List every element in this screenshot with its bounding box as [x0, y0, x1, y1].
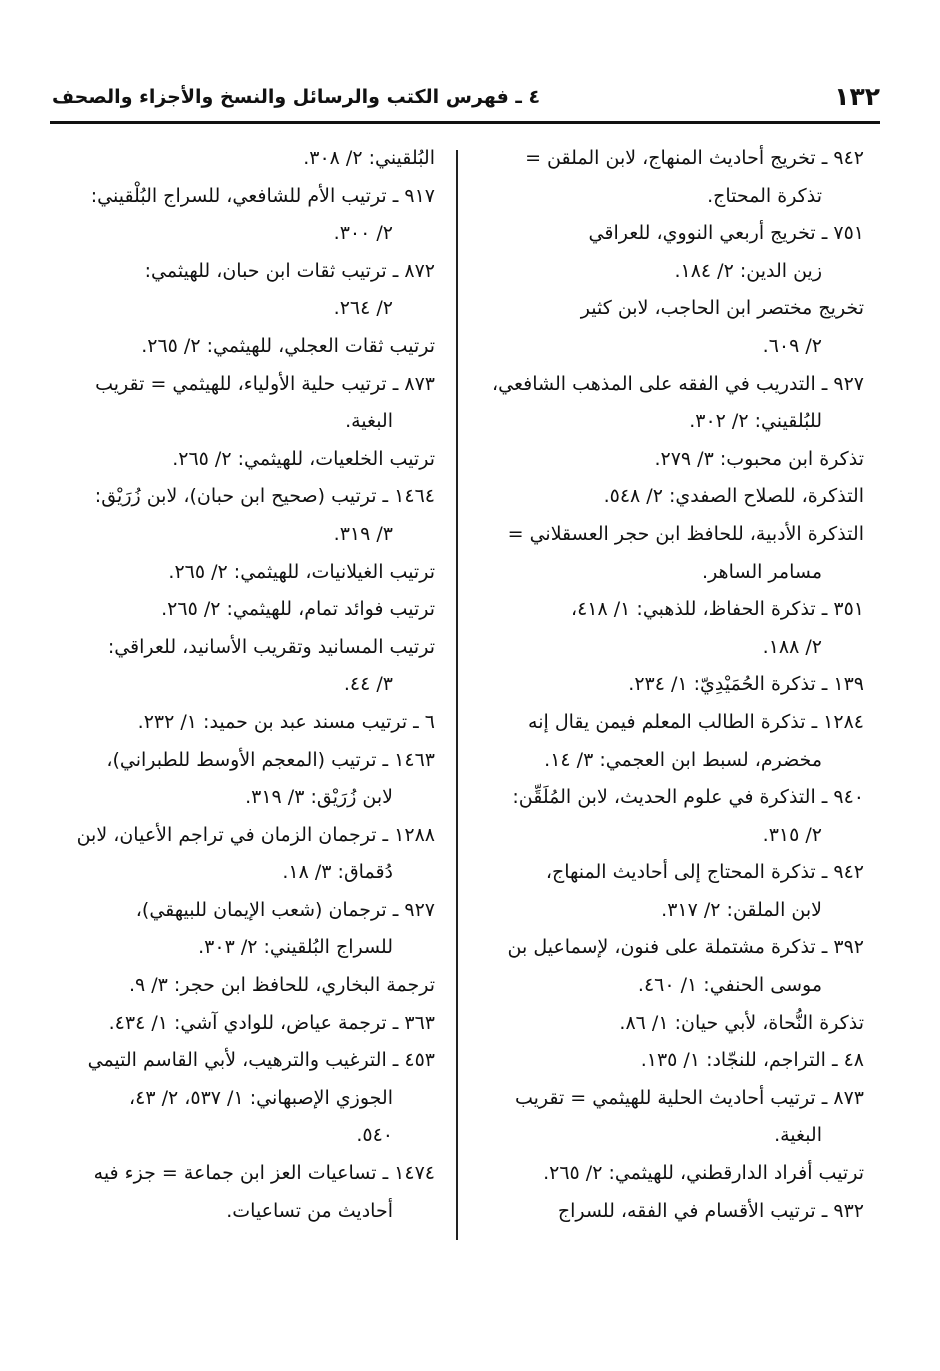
- entry-line: ١٣٩ ـ تذكرة الحُمَيْدِيّ: ١/ ٢٣٤.: [628, 673, 864, 696]
- entry-continuation-line: لابن زُرَيْق: ٣/ ٣١٩.: [245, 786, 393, 809]
- column-divider: [456, 150, 458, 1240]
- entry-continuation-line: ٢/ ١٨٨.: [762, 635, 822, 658]
- entry-line: تذكرة ابن محبوب: ٣/ ٢٧٩.: [654, 447, 864, 470]
- entry-line: ترتيب المسانيد وتقريب الأسانيد، للعراقي:: [107, 635, 435, 658]
- entry-line: ٨٧٣ ـ ترتيب أحاديث الحلية للهيثمي = تقريب: [514, 1086, 864, 1109]
- index-entry: [484, 1193, 864, 1231]
- running-title: ٤ ـ فهرس الكتب والرسائل والنسخ والأجزاء والصحف: [52, 86, 541, 108]
- entry-line: ٩٤٢ ـ تخريج أحاديث المنهاج، لابن الملقن =: [525, 147, 864, 169]
- entry-line: ٣٩٢ ـ تذكرة مشتملة على فنون، لإسماعيل بن: [507, 936, 864, 959]
- entry-line: ترتيب الخلعيات، للهيثمي: ٢/ ٢٦٥.: [172, 447, 435, 470]
- entry-line: ٩٤٠ ـ التذكرة في علوم الحديث، لابن المُلَقِّن:: [512, 786, 864, 809]
- index-entry: [484, 591, 864, 666]
- entry-line: ٣٥١ ـ تذكرة الحفاظ، للذهبي: ١/ ٤١٨،: [570, 598, 864, 621]
- entry-line: ١٤٦٤ ـ ترتيب (صحيح ابن حبان)، لابن زُرَيْق:: [94, 485, 435, 508]
- entry-line: ١٢٨٨ ـ ترجمان الزمان في تراجم الأعيان، لابن: [76, 823, 435, 846]
- entry-continuation-line: ٢/ ٢٦٤.: [333, 297, 393, 320]
- index-entry: [484, 1005, 864, 1043]
- entry-line: ٨٧٣ ـ ترتيب حلية الأولياء، للهيثمي = تقريب: [95, 372, 435, 395]
- index-entry: [50, 253, 435, 328]
- entry-continuation-line: لابن الملقن: ٢/ ٣١٧.: [661, 898, 822, 921]
- index-entry: [50, 704, 435, 742]
- index-entry: [484, 1080, 864, 1155]
- entry-line: ترجمة البخاري، للحافظ ابن حجر: ٣/ ٩.: [128, 974, 435, 997]
- index-entry: [50, 629, 435, 704]
- entry-line: ترتيب أفراد الدارقطني، للهيثمي: ٢/ ٢٦٥.: [543, 1162, 864, 1185]
- index-entry: [50, 554, 435, 592]
- entry-line: ٩١٧ ـ ترتيب الأم للشافعي، للسراج البُلْقيني:: [90, 184, 435, 207]
- entry-continuation-line: ٢/ ٦٠٩.: [762, 334, 822, 357]
- index-entry: [50, 478, 435, 553]
- entry-continuation-line: موسى الحنفي: ١/ ٤٦٠.: [637, 974, 822, 997]
- index-entry: [484, 441, 864, 479]
- entry-continuation-line: ٣/ ٤٤.: [343, 673, 393, 696]
- entry-line: ٩٣٢ ـ ترتيب الأقسام في الفقه، للسراج: [557, 1199, 864, 1222]
- entry-continuation-line: ٢/ ٣١٥.: [762, 823, 822, 846]
- index-entry: [484, 854, 864, 929]
- index-entry: [484, 290, 864, 365]
- entry-line: ٩٢٧ ـ ترجمان (شعب الإيمان للبيهقي)،: [135, 898, 435, 921]
- index-entry: [50, 967, 435, 1005]
- entry-line: ٩٢٧ ـ التدريب في الفقه على المذهب الشافعي،: [492, 372, 864, 395]
- entry-line: ٣٦٣ ـ ترجمة عياض، للوادي آشي: ١/ ٤٣٤.: [108, 1011, 435, 1034]
- entry-continuation-line: البغية.: [774, 1124, 822, 1147]
- entry-continuation-line: مخضرم، لسبط ابن العجمي: ٣/ ١٤.: [544, 748, 822, 771]
- entry-continuation-line: للبُلقيني: ٢/ ٣٠٢.: [689, 410, 822, 433]
- index-entry: [50, 591, 435, 629]
- index-column-right: [484, 140, 864, 1230]
- entry-line: ١٢٨٤ ـ تذكرة الطالب المعلم فيمن يقال إنه: [528, 710, 864, 733]
- entry-continuation-line: للسراج البُلقيني: ٢/ ٣٠٣.: [198, 936, 393, 959]
- page-header: [52, 80, 880, 120]
- index-entry: [484, 666, 864, 704]
- index-entry: [50, 441, 435, 479]
- index-entry: [50, 140, 435, 178]
- index-entry: [50, 742, 435, 817]
- entry-line: ترتيب الغيلانيات، للهيثمي: ٢/ ٢٦٥.: [168, 560, 435, 583]
- entry-line: ٤٨ ـ التراجم، للنجّاد: ١/ ١٣٥.: [640, 1049, 864, 1072]
- entry-line: ١٤٧٤ ـ تساعيات العز ابن جماعة = جزء فيه: [93, 1162, 435, 1185]
- index-entry: [50, 817, 435, 892]
- entry-continuation-line: البغية.: [345, 410, 393, 433]
- entry-continuation-line: دُقماق: ٣/ ١٨.: [282, 861, 393, 884]
- entry-line: التذكرة الأدبية، للحافظ ابن حجر العسقلاني =: [507, 522, 864, 545]
- entry-continuation-line: تذكرة المحتاج.: [707, 184, 822, 207]
- entry-line: ٩٤٢ ـ تذكرة المحتاج إلى أحاديث المنهاج،: [545, 861, 864, 884]
- entry-line: ٤٥٣ ـ الترغيب والترهيب، لأبي القاسم التيمي: [87, 1049, 435, 1072]
- index-entry: [50, 366, 435, 441]
- index-entry: [484, 215, 864, 290]
- index-entry: [484, 929, 864, 1004]
- entry-line: تذكرة النُّحاة، لأبي حيان: ١/ ٨٦.: [619, 1011, 864, 1034]
- index-entry: [484, 1042, 864, 1080]
- entry-line: ١٤٦٣ ـ ترتيب (المعجم الأوسط للطبراني)،: [106, 748, 435, 771]
- entry-line: ترتيب ثقات العجلي، للهيثمي: ٢/ ٢٦٥.: [141, 334, 435, 357]
- header-rule: [50, 121, 880, 124]
- entry-line: ٨٧٢ ـ ترتيب ثقات ابن حبان، للهيثمي:: [144, 259, 435, 282]
- index-entry: [50, 892, 435, 967]
- page-number: ١٣٢: [834, 82, 880, 111]
- entry-line: ٧٥١ ـ تخريج أربعي النووي، للعراقي: [588, 222, 864, 245]
- entry-line: البُلقيني: ٢/ ٣٠٨.: [303, 147, 435, 169]
- index-entry: [50, 1155, 435, 1230]
- index-entry: [50, 1005, 435, 1043]
- entry-continuation-line: ٥٤٠.: [356, 1124, 393, 1147]
- entry-continuation-line: زين الدين: ٢/ ١٨٤.: [674, 259, 822, 282]
- entry-line: ترتيب فوائد تمام، للهيثمي: ٢/ ٢٦٥.: [161, 598, 435, 621]
- index-entry: [50, 328, 435, 366]
- index-column-left: [50, 140, 435, 1230]
- entry-line: تخريج مختصر ابن الحاجب، لابن كثير: [580, 297, 864, 320]
- index-entry: [484, 478, 864, 516]
- entry-continuation-line: مسامر الساهر.: [702, 560, 822, 583]
- entry-continuation-line: الجوزي الإصبهاني: ١/ ٥٣٧، ٢/ ٤٣،: [128, 1086, 393, 1109]
- index-entry: [484, 704, 864, 779]
- index-entry: [484, 1155, 864, 1193]
- index-entry: [50, 178, 435, 253]
- entry-continuation-line: ٢/ ٣٠٠.: [333, 222, 393, 245]
- index-entry: [484, 140, 864, 215]
- entry-line: ٦ ـ ترتيب مسند عبد بن حميد: ١/ ٢٣٢.: [137, 710, 435, 733]
- index-entry: [484, 366, 864, 441]
- index-entry: [50, 1042, 435, 1155]
- index-entry: [484, 779, 864, 854]
- entry-continuation-line: أحاديث من تساعيات.: [226, 1199, 393, 1222]
- index-entry: [484, 516, 864, 591]
- entry-line: التذكرة، للصلاح الصفدي: ٢/ ٥٤٨.: [603, 485, 864, 508]
- entry-continuation-line: ٣/ ٣١٩.: [333, 522, 393, 545]
